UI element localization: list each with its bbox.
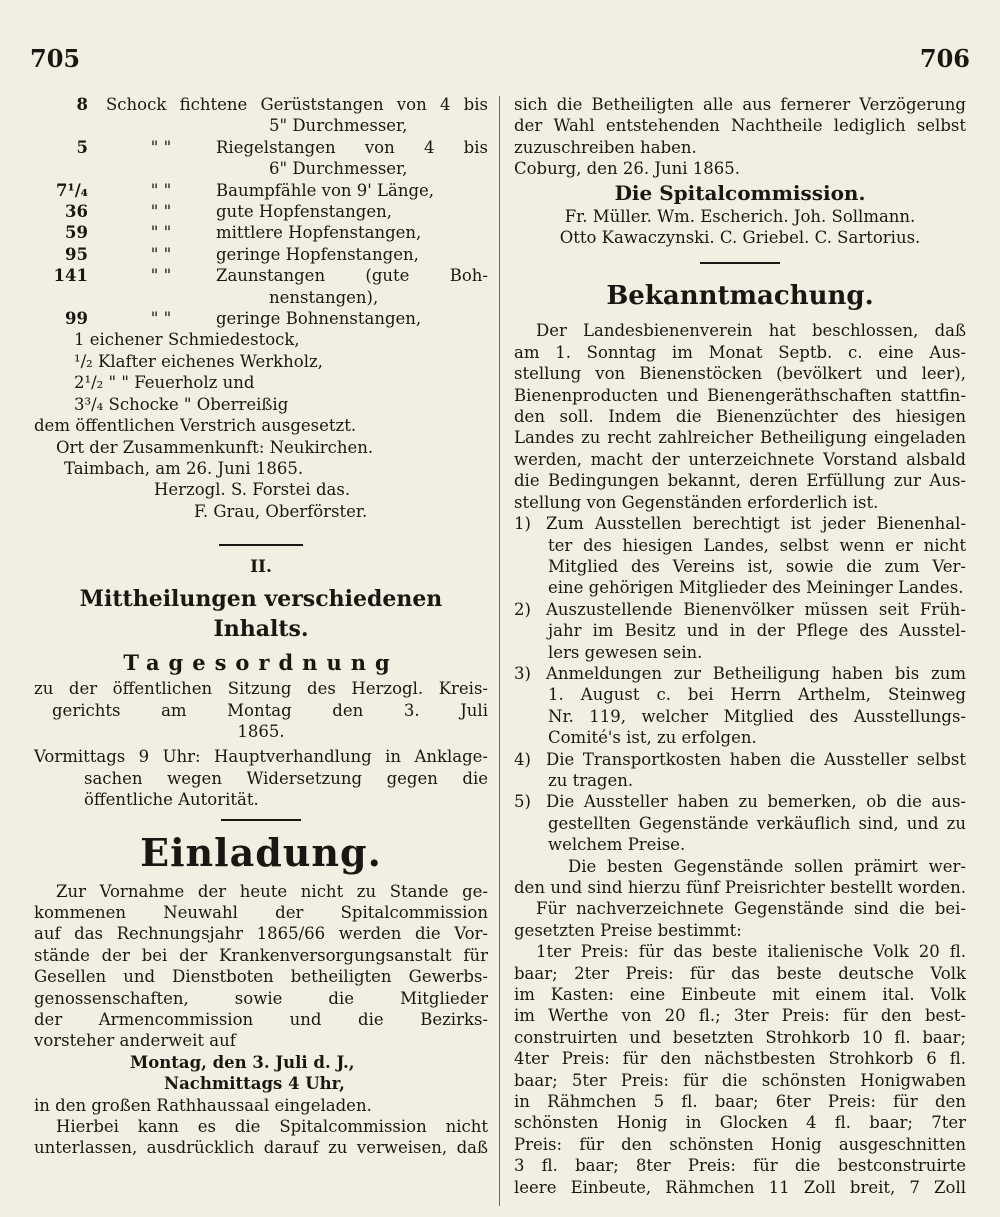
- auction-line: dem öffentlichen Verstrich ausgesetzt.: [34, 416, 357, 436]
- inventory-tail-line: 3³/₄ Schocke " Oberreißig: [74, 394, 289, 414]
- inventory-continuation: 6" Durchmesser,: [269, 159, 408, 179]
- prizes-intro-line: gesetzten Preise bestimmt:: [514, 920, 742, 940]
- notice-line: stellung von Bienenstöcken (bevölkert und leer),: [514, 364, 966, 384]
- notice-heading: Bekanntmachung.: [606, 281, 874, 312]
- invitation-closing-line: unterlassen, ausdrücklich darauf zu verweisen, daß: [34, 1138, 488, 1158]
- page-number-left: 705: [30, 44, 81, 73]
- place-date: Taimbach, am 26. Juni 1865.: [64, 458, 304, 478]
- condition-number: 5): [514, 792, 531, 812]
- prizes-line: 4ter Preis: für den nächstbesten Strohkorb 6 fl.: [514, 1049, 966, 1069]
- section-number: II.: [250, 557, 272, 578]
- invitation-closing-line: Hierbei kann es die Spitalcommission nicht: [56, 1117, 488, 1137]
- left-column: [34, 94, 488, 1159]
- invitation-line: kommenen Neuwahl der Spitalcommission: [34, 902, 488, 922]
- inventory-row: [34, 308, 488, 329]
- inventory-row: [34, 222, 488, 243]
- invitation-line: Gesellen und Dienstboten betheiligten Gewerbs-: [34, 967, 488, 987]
- ditto-marks: " ": [150, 137, 172, 157]
- continuation-line: sich die Betheiligten alle aus fernerer Verzögerung: [514, 95, 966, 114]
- notice-line: am 1. Sonntag im Monat Septb. c. eine Aus-: [514, 342, 966, 362]
- prizes-line: baar; 5ter Preis: für die schönsten Honigwaben: [514, 1070, 966, 1090]
- condition-number: 4): [514, 749, 531, 769]
- prizes-line: baar; 2ter Preis: für das beste deutsche Volk: [514, 963, 966, 983]
- prizes-line: in Rähmchen 5 fl. baar; 6ter Preis: für den: [514, 1092, 966, 1112]
- condition-line: ter des hiesigen Landes, selbst wenn er nicht: [548, 535, 966, 555]
- ditto-marks: " ": [150, 202, 172, 222]
- condition-line: lers gewesen sein.: [548, 642, 703, 662]
- inventory-row: [34, 244, 488, 265]
- condition-number: 3): [514, 663, 531, 683]
- condition-text: Die Transportkosten haben die Aussteller selbst: [546, 749, 966, 769]
- inventory-row: [34, 265, 488, 286]
- inventory-qty: 7¹/₄: [56, 180, 88, 200]
- prizes-intro-line: Für nachverzeichnete Gegenstände sind die bei-: [536, 899, 966, 919]
- inventory-qty: 8: [76, 95, 88, 114]
- condition-line: eine gehörigen Mitglieder des Meininger Landes.: [548, 578, 964, 598]
- section-rule: [219, 544, 303, 546]
- inventory-qty: 141: [53, 266, 88, 286]
- notice-rule: [221, 819, 301, 821]
- ditto-marks: " ": [150, 309, 172, 329]
- notice-line: stellung von Gegenständen erforderlich ist.: [514, 492, 879, 512]
- inventory-desc: Zaunstangen (gute Boh-: [216, 266, 488, 286]
- invitation-line: Zur Vornahme der heute nicht zu Stande ge-: [56, 881, 488, 901]
- inventory-continuation: nenstangen),: [269, 287, 379, 307]
- ditto-marks: " ": [150, 266, 172, 286]
- condition-line: [514, 599, 966, 620]
- member-names: Otto Kawaczynski. C. Griebel. C. Sartorius.: [559, 228, 921, 248]
- agenda-item-line: Vormittags 9 Uhr: Hauptverhandlung in Anklage-: [34, 747, 488, 767]
- meeting-place: Ort der Zusammenkunft: Neukirchen.: [56, 437, 374, 457]
- agenda-intro-line: 1865.: [237, 721, 285, 741]
- section-title: Mittheilungen verschiedenen Inhalts.: [79, 586, 443, 643]
- prizes-line: Preis: für den schönsten Honig ausgeschnitten: [514, 1134, 966, 1154]
- condition-line: [514, 663, 966, 684]
- notice-line: die Bedingungen bekannt, deren Erfüllung zur Aus-: [514, 471, 966, 491]
- continuation-line: der Wahl entstehenden Nachtheile lediglich selbst: [514, 116, 966, 136]
- right-column: [514, 94, 966, 1198]
- condition-number: 2): [514, 599, 531, 619]
- condition-line: [514, 791, 966, 812]
- prizes-line: 3 fl. baar; 8ter Preis: für die bestconstruirte: [514, 1156, 966, 1176]
- invitation-place: in den großen Rathhaussaal eingeladen.: [34, 1095, 372, 1115]
- prizes-line: construirten und besetzten Strohkorb 10 fl. baar;: [514, 1027, 966, 1047]
- inventory-qty: 5: [76, 137, 88, 157]
- inventory-tail-line: 1 eichener Schmiedestock,: [74, 330, 300, 350]
- notice-line: Landes zu recht zahlreicher Betheiligung eingeladen: [514, 428, 966, 448]
- inventory-row: [34, 94, 488, 115]
- condition-line: welchem Preise.: [548, 835, 686, 855]
- notice-rule: [700, 262, 780, 264]
- prizes-line: 1ter Preis: für das beste italienische Volk 20 fl.: [536, 942, 966, 962]
- page-number-right: 706: [919, 44, 970, 73]
- ditto-marks: " ": [150, 223, 172, 243]
- notice-line: Der Landesbienenverein hat beschlossen, daß: [536, 321, 966, 341]
- inventory-tail-line: 2¹/₂ " " Feuerholz und: [74, 373, 255, 393]
- prizes-line: im Werthe von 20 fl.; 3ter Preis: für den best-: [514, 1006, 966, 1026]
- forestry-office: Herzogl. S. Forstei das.: [154, 480, 351, 500]
- invitation-line: vorsteher anderweit auf: [34, 1031, 236, 1051]
- prizes-line: schönsten Honig in Glocken 4 fl. baar; 7ter: [514, 1113, 966, 1133]
- inventory-desc: geringe Hopfenstangen,: [216, 244, 419, 264]
- inventory-desc: Riegelstangen von 4 bis: [216, 137, 488, 157]
- invitation-heading: Einladung.: [140, 829, 382, 875]
- condition-line: zu tragen.: [548, 770, 634, 790]
- condition-line: Nr. 119, welcher Mitglied des Ausstellungs-: [548, 706, 966, 726]
- invitation-time: Nachmittags 4 Uhr,: [164, 1074, 345, 1094]
- condition-line: jahr im Besitz und in der Pflege des Ausstel-: [548, 621, 966, 641]
- place-date: Coburg, den 26. Juni 1865.: [514, 159, 740, 179]
- invitation-line: genossenschaften, sowie die Mitglieder: [34, 988, 488, 1008]
- notice-line: werden, macht der unterzeichnete Vorstand alsbald: [514, 449, 966, 469]
- inventory-qty: 36: [65, 202, 88, 222]
- condition-line: Comité's ist, zu erfolgen.: [548, 728, 757, 748]
- prizes-intro-line: Die besten Gegenstände sollen prämirt wer-: [568, 856, 966, 876]
- invitation-line: stände der bei der Krankenversorgungsanstalt für: [34, 945, 488, 965]
- inventory-desc: gute Hopfenstangen,: [216, 202, 392, 222]
- inventory-tail-line: ¹/₂ Klafter eichenes Werkholz,: [74, 351, 323, 371]
- inventory-continuation: 5" Durchmesser,: [269, 116, 408, 136]
- continuation-line: zuzuschreiben haben.: [514, 137, 697, 157]
- invitation-line: auf das Rechnungsjahr 1865/66 werden die Vor-: [34, 924, 488, 944]
- condition-text: Die Aussteller haben zu bemerken, ob die aus-: [546, 792, 966, 812]
- inventory-desc: Baumpfähle von 9' Länge,: [216, 180, 435, 200]
- signatory: F. Grau, Oberförster.: [194, 501, 368, 521]
- notice-line: Bienenproducten und Bienengeräthschaften stattfin-: [514, 385, 966, 405]
- inventory-qty: 95: [65, 244, 88, 264]
- commission-name: Die Spitalcommission.: [614, 180, 866, 205]
- member-names: Fr. Müller. Wm. Escherich. Joh. Sollmann.: [564, 206, 916, 226]
- conditions-list: [514, 513, 966, 856]
- invitation-line: der Armencommission und die Bezirks-: [34, 1010, 488, 1029]
- inventory-qty: 59: [65, 223, 88, 243]
- prizes-line: im Kasten: eine Einbeute mit einem ital. Volk: [514, 985, 966, 1005]
- prizes-intro-line: den und sind hierzu fünf Preisrichter bestellt worden.: [514, 878, 966, 897]
- agenda-heading: Tagesordnung: [123, 650, 399, 676]
- agenda-item-line: sachen wegen Widersetzung gegen die: [84, 768, 488, 788]
- condition-line: [514, 513, 966, 534]
- agenda-intro-line: gerichts am Montag den 3. Juli: [52, 700, 488, 720]
- condition-line: gestellten Gegenstände verkäuflich sind, und zu: [548, 813, 966, 833]
- agenda-item-line: öffentliche Autorität.: [84, 790, 259, 810]
- condition-text: Zum Ausstellen berechtigt ist jeder Bienenhal-: [546, 514, 966, 534]
- invitation-date: Montag, den 3. Juli d. J.,: [130, 1052, 355, 1072]
- condition-line: [514, 749, 966, 770]
- condition-text: Anmeldungen zur Betheiligung haben bis zum: [546, 663, 966, 683]
- inventory-row: [34, 137, 488, 158]
- condition-number: 1): [514, 514, 531, 534]
- inventory-list: [34, 94, 488, 415]
- ditto-marks: " ": [150, 180, 172, 200]
- notice-line: den soll. Indem die Bienenzüchter des hiesigen: [514, 407, 966, 427]
- inventory-qty: 99: [65, 309, 88, 329]
- prizes-line: leere Einbeute, Rähmchen 11 Zoll breit, 7 Zoll: [514, 1177, 966, 1197]
- ditto-marks: " ": [150, 244, 172, 264]
- column-divider: [499, 96, 500, 1206]
- condition-text: Auszustellende Bienenvölker müssen seit Früh-: [546, 599, 966, 619]
- inventory-row: [34, 180, 488, 201]
- inventory-desc: geringe Bohnenstangen,: [216, 309, 422, 329]
- inventory-row: [34, 201, 488, 222]
- condition-line: 1. August c. bei Herrn Arthelm, Steinweg: [548, 685, 966, 705]
- agenda-intro-line: zu der öffentlichen Sitzung des Herzogl. Kreis-: [34, 679, 488, 699]
- inventory-desc: mittlere Hopfenstangen,: [216, 223, 422, 243]
- condition-line: Mitglied des Vereins ist, sowie die zum Ver-: [548, 556, 966, 576]
- inventory-desc: Schock fichtene Gerüststangen von 4 bis: [106, 95, 488, 114]
